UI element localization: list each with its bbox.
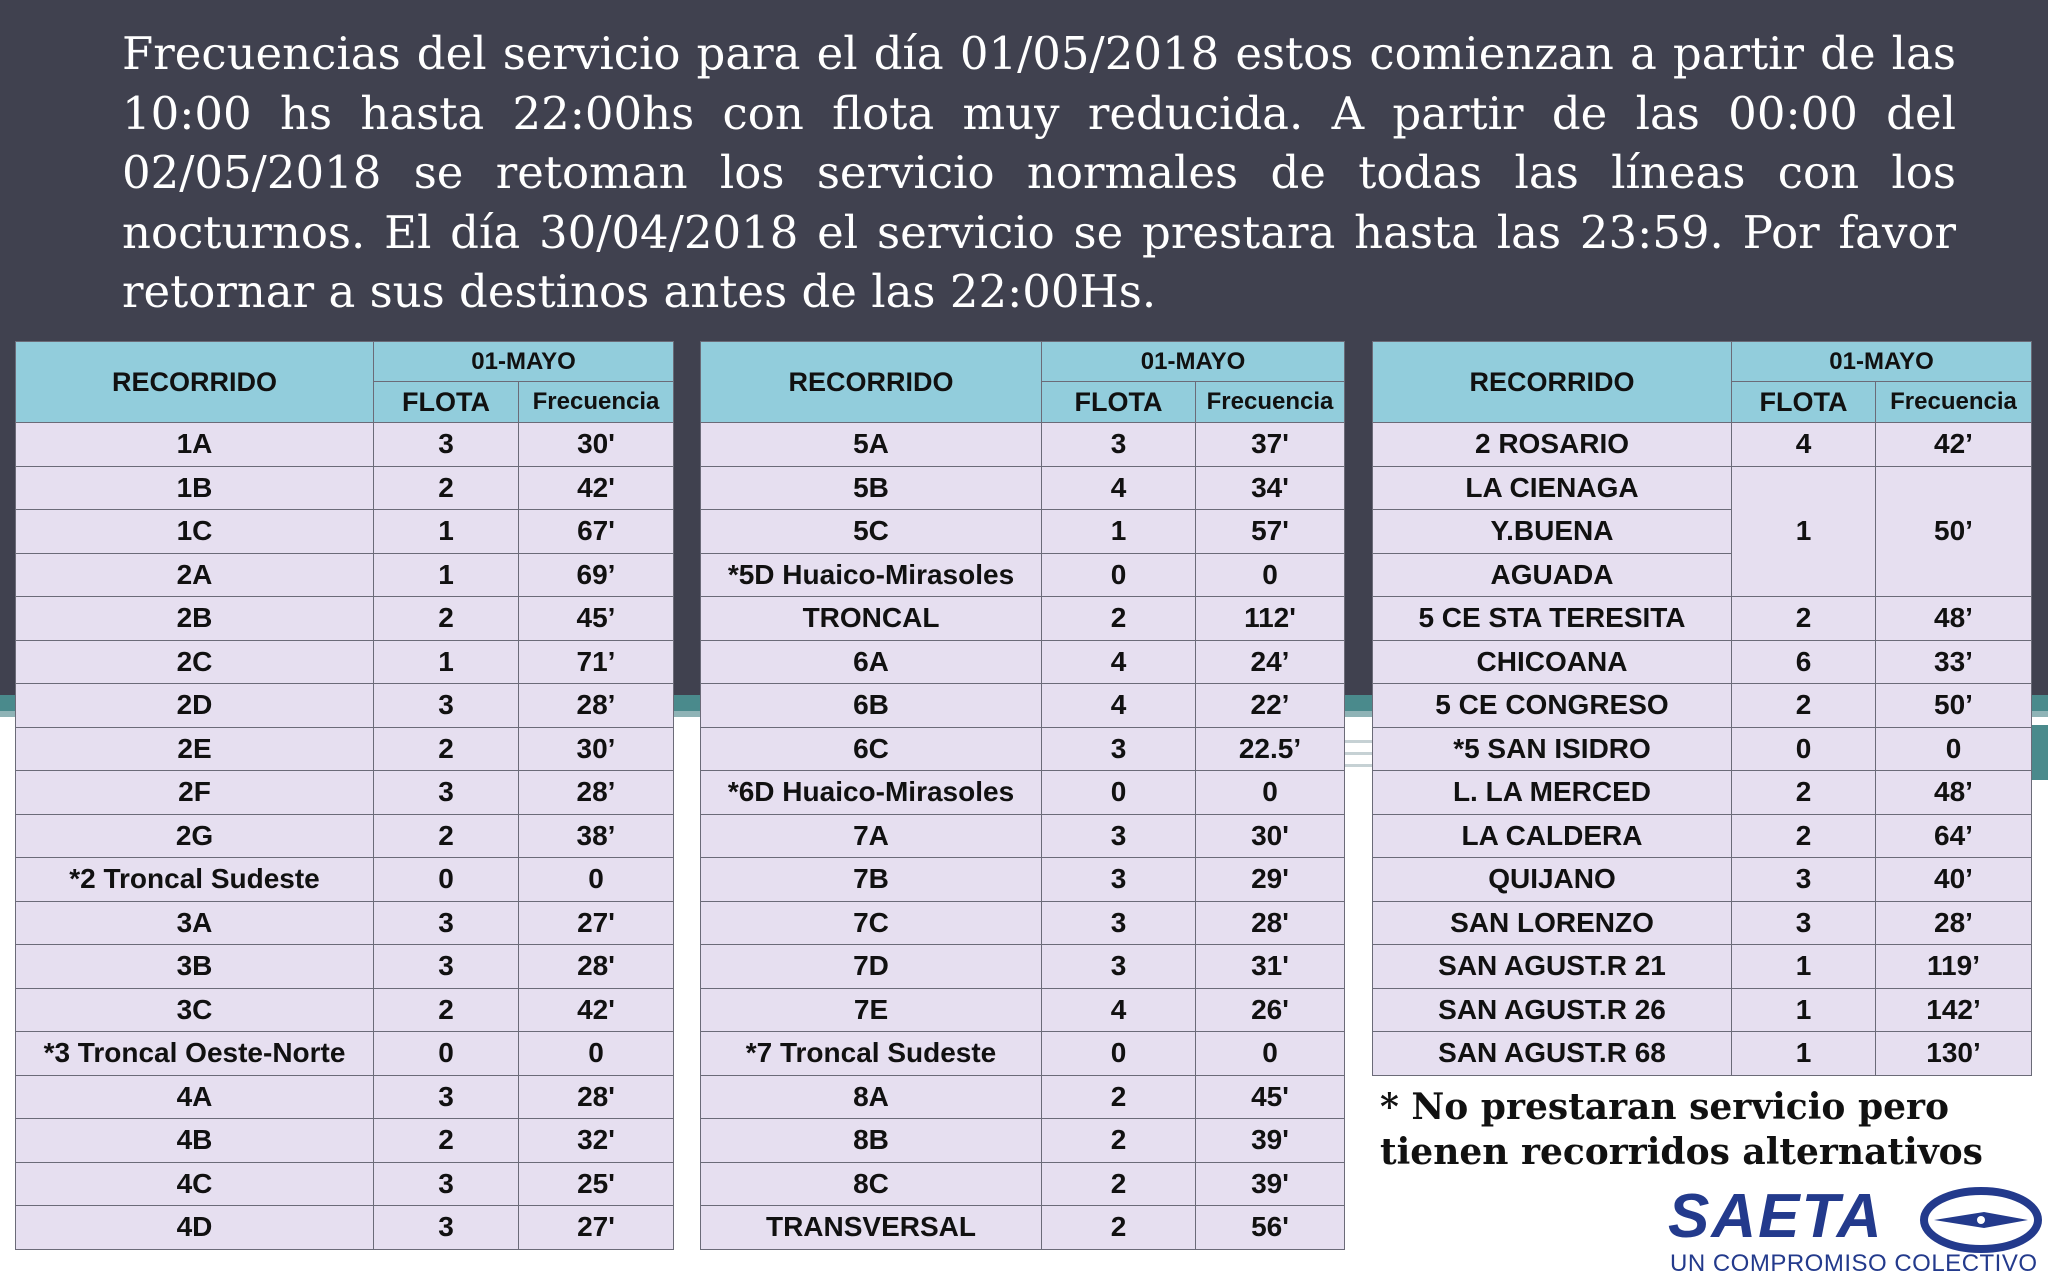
flota-cell: 0 [374,858,519,902]
route-cell: QUIJANO [1373,858,1732,902]
route-cell: 5 CE STA TERESITA [1373,597,1732,641]
column-header-date: 01-MAYO [374,342,674,382]
route-cell: 5B [701,466,1042,510]
frecuencia-cell: 39' [1196,1162,1345,1206]
table-row [1373,901,2032,945]
frecuencia-cell: 28’ [1876,901,2032,945]
frecuencia-cell: 112' [1196,597,1345,641]
route-cell: 8B [701,1119,1042,1163]
frecuencia-cell: 42' [519,466,674,510]
frecuencia-cell: 0 [1876,727,2032,771]
route-cell: 7B [701,858,1042,902]
column-header-frecuencia: Frecuencia [519,382,674,423]
frecuencia-cell: 37' [1196,423,1345,467]
table-row [701,510,1345,554]
table-row [16,945,674,989]
frecuencia-cell: 24’ [1196,640,1345,684]
table-row [1373,1032,2032,1076]
table-row [1373,466,2032,510]
table-row [701,553,1345,597]
route-cell: 5A [701,423,1042,467]
route-cell: *7 Troncal Sudeste [701,1032,1042,1076]
flota-cell: 3 [374,1075,519,1119]
route-cell: TRANSVERSAL [701,1206,1042,1250]
route-cell: *2 Troncal Sudeste [16,858,374,902]
route-cell: 7C [701,901,1042,945]
flota-cell: 3 [1042,945,1196,989]
table-row [701,423,1345,467]
flota-cell: 3 [1732,858,1876,902]
frecuencia-cell: 64’ [1876,814,2032,858]
route-cell: 1B [16,466,374,510]
route-cell: *3 Troncal Oeste-Norte [16,1032,374,1076]
frecuencia-cell: 31' [1196,945,1345,989]
route-cell: 4D [16,1206,374,1250]
table-row [16,640,674,684]
table-row [701,640,1345,684]
frecuencia-cell: 26' [1196,988,1345,1032]
logo-tagline: UN COMPROMISO COLECTIVO [1670,1250,2038,1277]
route-table-3 [1372,341,2032,1076]
table-row [16,423,674,467]
route-cell: 2F [16,771,374,815]
frecuencia-cell: 30' [519,423,674,467]
frecuencia-cell: 22’ [1196,684,1345,728]
table-row [701,814,1345,858]
table-row [701,771,1345,815]
flota-cell: 1 [1732,1032,1876,1076]
route-cell: 4B [16,1119,374,1163]
flota-cell: 2 [374,727,519,771]
flota-cell: 3 [374,1206,519,1250]
frecuencia-cell: 28’ [519,684,674,728]
flota-cell: 3 [374,1162,519,1206]
route-cell: 3B [16,945,374,989]
route-cell: 2D [16,684,374,728]
flota-cell: 1 [1732,988,1876,1032]
column-header-date: 01-MAYO [1042,342,1345,382]
route-cell: AGUADA [1373,553,1732,597]
frecuencia-cell: 57' [1196,510,1345,554]
frecuencia-cell: 50’ [1876,684,2032,728]
route-cell: 4C [16,1162,374,1206]
flota-cell: 1 [1732,945,1876,989]
route-cell: *5D Huaico-Mirasoles [701,553,1042,597]
flota-cell: 1 [1042,510,1196,554]
frecuencia-cell: 42' [519,988,674,1032]
flota-cell: 2 [1732,597,1876,641]
frecuencia-cell: 25' [519,1162,674,1206]
flota-cell: 3 [1042,727,1196,771]
table-row [1373,945,2032,989]
flota-cell: 1 [374,640,519,684]
table-row [701,597,1345,641]
flota-cell: 3 [1732,901,1876,945]
route-cell: 6C [701,727,1042,771]
frecuencia-cell: 32' [519,1119,674,1163]
intro-notice: Frecuencias del servicio para el día 01/05/2018 estos comienzan a partir de las 10:00 hs hasta 22:00hs con flota muy reducida. A partir de las 00:00 del 02/05/2018 se retoman los servicio normales de todas las líneas con los nocturnos. El día 30/04/2018 el servicio se prestara hasta las 23:59. Por favor retornar a sus destinos antes de las 22:00Hs. [122,27,1956,318]
route-cell: 8A [701,1075,1042,1119]
route-table-2 [700,341,1345,1250]
table-row [701,945,1345,989]
route-cell: 1C [16,510,374,554]
flota-cell: 0 [1042,553,1196,597]
flota-cell: 0 [1042,1032,1196,1076]
table-row [16,814,674,858]
table-row [701,1075,1345,1119]
table-row [701,727,1345,771]
flota-cell: 0 [1732,727,1876,771]
table-row [1373,423,2032,467]
table-row [16,771,674,815]
route-cell: 7A [701,814,1042,858]
column-header-frecuencia: Frecuencia [1196,382,1345,423]
table-row [701,1119,1345,1163]
flota-cell: 2 [1042,1119,1196,1163]
route-cell: *5 SAN ISIDRO [1373,727,1732,771]
column-header-flota: FLOTA [1042,382,1196,423]
frecuencia-cell: 29' [1196,858,1345,902]
flota-cell: 0 [374,1032,519,1076]
frecuencia-cell: 0 [1196,1032,1345,1076]
flota-cell: 2 [1732,771,1876,815]
frecuencia-cell: 119’ [1876,945,2032,989]
flota-cell: 4 [1042,684,1196,728]
frecuencia-cell: 69’ [519,553,674,597]
flota-cell: 3 [374,945,519,989]
flota-cell: 2 [1042,1206,1196,1250]
table-row [16,466,674,510]
column-header-date: 01-MAYO [1732,342,2032,382]
frecuencia-cell: 39' [1196,1119,1345,1163]
frecuencia-cell: 28' [519,1075,674,1119]
frecuencia-cell: 45’ [519,597,674,641]
table-row [16,684,674,728]
flota-cell: 4 [1042,640,1196,684]
route-cell: Y.BUENA [1373,510,1732,554]
frecuencia-cell: 28’ [519,771,674,815]
flota-cell: 1 [1732,466,1876,597]
route-cell: *6D Huaico-Mirasoles [701,771,1042,815]
table-row [701,901,1345,945]
frecuencia-cell: 45' [1196,1075,1345,1119]
frecuencia-cell: 30' [1196,814,1345,858]
flota-cell: 2 [1042,1162,1196,1206]
table-row [1373,988,2032,1032]
route-cell: SAN AGUST.R 21 [1373,945,1732,989]
flota-cell: 6 [1732,640,1876,684]
frecuencia-cell: 50’ [1876,466,2032,597]
table-row [1373,684,2032,728]
frecuencia-cell: 56' [1196,1206,1345,1250]
flota-cell: 2 [374,1119,519,1163]
flota-cell: 2 [374,597,519,641]
table-row [16,901,674,945]
route-cell: 5C [701,510,1042,554]
flota-cell: 3 [374,684,519,728]
route-cell: 5 CE CONGRESO [1373,684,1732,728]
table-row [16,1032,674,1076]
frecuencia-cell: 27' [519,1206,674,1250]
table-row [16,727,674,771]
table-row [16,858,674,902]
frecuencia-cell: 0 [519,1032,674,1076]
route-cell: 2 ROSARIO [1373,423,1732,467]
route-cell: LA CIENAGA [1373,466,1732,510]
frecuencia-cell: 42’ [1876,423,2032,467]
column-header-flota: FLOTA [1732,382,1876,423]
table-row [1373,771,2032,815]
frecuencia-cell: 48’ [1876,597,2032,641]
route-cell: SAN LORENZO [1373,901,1732,945]
route-cell: 8C [701,1162,1042,1206]
route-cell: CHICOANA [1373,640,1732,684]
table-row [1373,597,2032,641]
compass-emblem-icon [1920,1187,2042,1253]
frecuencia-cell: 22.5’ [1196,727,1345,771]
table-row [701,1032,1345,1076]
flota-cell: 3 [1042,858,1196,902]
route-cell: 2G [16,814,374,858]
footnote: * No prestaran servicio pero tienen recorridos alternativos [1380,1086,1983,1173]
flota-cell: 1 [374,553,519,597]
route-cell: LA CALDERA [1373,814,1732,858]
flota-cell: 2 [1042,597,1196,641]
route-cell: 3A [16,901,374,945]
frecuencia-cell: 30’ [519,727,674,771]
flota-cell: 1 [374,510,519,554]
frecuencia-cell: 0 [519,858,674,902]
frecuencia-cell: 33’ [1876,640,2032,684]
route-cell: 2A [16,553,374,597]
flota-cell: 3 [374,901,519,945]
route-cell: 6B [701,684,1042,728]
table-row [16,1075,674,1119]
flota-cell: 2 [1732,814,1876,858]
flota-cell: 4 [1042,988,1196,1032]
frecuencia-cell: 38’ [519,814,674,858]
logo-wordmark: SAETA [1668,1182,1884,1251]
route-cell: 1A [16,423,374,467]
frecuencia-cell: 0 [1196,553,1345,597]
table-row [701,858,1345,902]
table-row [16,510,674,554]
flota-cell: 3 [1042,814,1196,858]
route-cell: 7E [701,988,1042,1032]
table-row [16,553,674,597]
table-row [1373,858,2032,902]
saeta-logo [1668,1182,2043,1280]
flota-cell: 3 [1042,901,1196,945]
column-header-frecuencia: Frecuencia [1876,382,2032,423]
frecuencia-cell: 48’ [1876,771,2032,815]
table-row [16,988,674,1032]
route-cell: 4A [16,1075,374,1119]
frecuencia-cell: 71’ [519,640,674,684]
flota-cell: 2 [374,814,519,858]
column-header-flota: FLOTA [374,382,519,423]
route-cell: 2C [16,640,374,684]
table-row [16,1119,674,1163]
flota-cell: 2 [374,988,519,1032]
table-row [701,466,1345,510]
frecuencia-cell: 28' [519,945,674,989]
route-cell: 3C [16,988,374,1032]
route-cell: L. LA MERCED [1373,771,1732,815]
flota-cell: 0 [1042,771,1196,815]
route-cell: 6A [701,640,1042,684]
column-header-recorrido: RECORRIDO [701,342,1042,423]
flota-cell: 2 [1732,684,1876,728]
frecuencia-cell: 142’ [1876,988,2032,1032]
table-row [1373,640,2032,684]
table-row [701,988,1345,1032]
table-row [1373,814,2032,858]
frecuencia-cell: 28' [1196,901,1345,945]
route-cell: 2B [16,597,374,641]
flota-cell: 4 [1732,423,1876,467]
flota-cell: 3 [374,771,519,815]
frecuencia-cell: 67' [519,510,674,554]
frecuencia-cell: 40’ [1876,858,2032,902]
table-row [16,1206,674,1250]
column-header-recorrido: RECORRIDO [16,342,374,423]
table-row [16,1162,674,1206]
flota-cell: 2 [1042,1075,1196,1119]
route-cell: TRONCAL [701,597,1042,641]
table-row [16,597,674,641]
column-header-recorrido: RECORRIDO [1373,342,1732,423]
flota-cell: 4 [1042,466,1196,510]
frecuencia-cell: 130’ [1876,1032,2032,1076]
frecuencia-cell: 34' [1196,466,1345,510]
route-cell: SAN AGUST.R 68 [1373,1032,1732,1076]
table-row [701,684,1345,728]
table-row [1373,727,2032,771]
frecuencia-cell: 0 [1196,771,1345,815]
route-cell: 7D [701,945,1042,989]
flota-cell: 3 [374,423,519,467]
frecuencia-cell: 27' [519,901,674,945]
route-table-1 [15,341,674,1250]
flota-cell: 3 [1042,423,1196,467]
flota-cell: 2 [374,466,519,510]
route-cell: SAN AGUST.R 26 [1373,988,1732,1032]
table-row [701,1206,1345,1250]
table-row [701,1162,1345,1206]
route-cell: 2E [16,727,374,771]
